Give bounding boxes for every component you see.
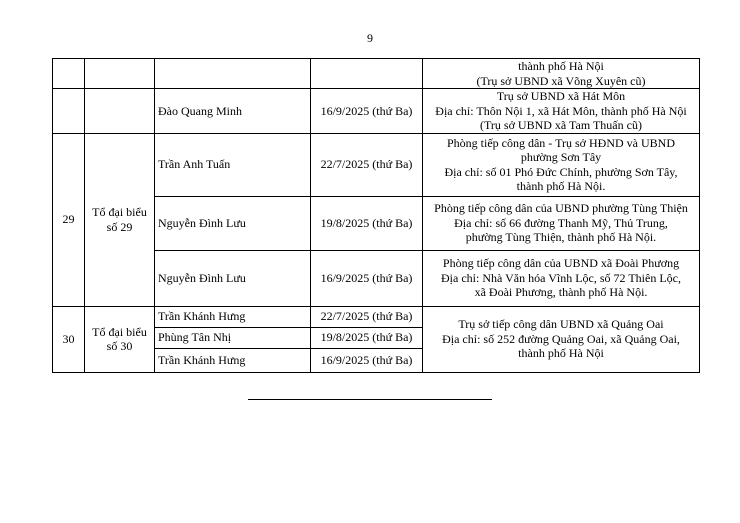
location-line: Phòng tiếp công dân - Trụ sở HĐND và UBND xyxy=(446,135,675,150)
group-cell xyxy=(85,306,155,372)
location-line: thành phố Hà Nội xyxy=(518,346,604,361)
group-label-line: số 30 xyxy=(106,339,133,353)
date-cell: 16/9/2025 (thứ Ba) xyxy=(311,250,423,306)
location-line: Trụ sở tiếp công dân UBND xã Quảng Oai xyxy=(458,317,664,332)
location-cell xyxy=(423,196,700,250)
stt-cell xyxy=(53,59,85,89)
delegate-name-cell: Nguyễn Đình Lưu xyxy=(155,250,311,306)
location-line: Địa chỉ: Nhà Văn hóa Vĩnh Lộc, số 72 Thiên Lộc, xyxy=(441,270,681,285)
location-line: thành phố Hà Nội. xyxy=(516,179,606,193)
delegate-name-cell: Đào Quang Minh xyxy=(155,89,311,134)
date-cell: 16/9/2025 (thứ Ba) xyxy=(311,348,423,372)
stt-cell: 30 xyxy=(53,306,85,372)
table-row xyxy=(53,133,700,196)
delegate-name-cell: Trần Khánh Hưng xyxy=(155,348,311,372)
location-line: Địa chỉ: số 66 đường Thanh Mỹ, Thủ Trung, xyxy=(454,215,668,230)
stt-cell xyxy=(53,89,85,134)
delegate-name-cell: Nguyễn Đình Lưu xyxy=(155,196,311,250)
group-cell xyxy=(85,89,155,134)
date-cell xyxy=(311,59,423,89)
location-line: Phòng tiếp công dân của UBND phường Tùng Thiện xyxy=(434,201,688,216)
footer-divider xyxy=(248,399,492,400)
delegate-name-cell: Phùng Tân Nhị xyxy=(155,327,311,348)
stt-cell: 29 xyxy=(53,133,85,306)
group-cell xyxy=(85,133,155,306)
date-cell: 16/9/2025 (thứ Ba) xyxy=(311,89,423,134)
location-line: Địa chỉ: số 01 Phó Đức Chính, phường Sơn Tây, xyxy=(444,164,678,179)
delegate-name-cell: Trần Khánh Hưng xyxy=(155,306,311,327)
group-label-line: Tổ đại biểu xyxy=(92,205,147,219)
group-cell xyxy=(85,59,155,89)
date-cell: 19/8/2025 (thứ Ba) xyxy=(311,327,423,348)
date-cell: 19/8/2025 (thứ Ba) xyxy=(311,196,423,250)
group-label-line: số 29 xyxy=(106,219,133,234)
table-row xyxy=(53,89,700,134)
location-cell xyxy=(423,250,700,306)
location-line: (Trụ sở UBND xã Võng Xuyên cũ) xyxy=(476,73,646,88)
location-line: Trụ sở UBND xã Hát Môn xyxy=(496,89,626,103)
location-line: phường Sơn Tây xyxy=(520,150,602,164)
location-line: thành phố Hà Nội xyxy=(518,59,604,73)
location-cell xyxy=(423,59,700,89)
delegate-name-cell: Trần Anh Tuấn xyxy=(155,133,311,196)
location-cell xyxy=(423,89,700,134)
table-row xyxy=(53,59,700,89)
location-line: Phòng tiếp công dân của UBND xã Đoài Phương xyxy=(442,256,680,271)
delegate-name-cell xyxy=(155,59,311,89)
date-cell: 22/7/2025 (thứ Ba) xyxy=(311,306,423,327)
reception-schedule-table xyxy=(52,58,700,373)
location-line: phường Tùng Thiện, thành phố Hà Nội. xyxy=(465,230,657,245)
location-line: Địa chỉ: Thôn Nội 1, xã Hát Môn, thành phố Hà Nội xyxy=(435,103,687,118)
table-row xyxy=(53,306,700,327)
location-cell xyxy=(423,133,700,196)
group-label-line: Tổ đại biểu xyxy=(92,324,147,339)
date-cell: 22/7/2025 (thứ Ba) xyxy=(311,133,423,196)
location-line: (Trụ sở UBND xã Tam Thuấn cũ) xyxy=(480,118,642,132)
page-number: 9 xyxy=(367,31,373,45)
location-line: xã Đoài Phương, thành phố Hà Nội. xyxy=(474,285,648,300)
location-line: Địa chỉ: số 252 đường Quảng Oai, xã Quảng Oai, xyxy=(442,331,680,346)
location-cell xyxy=(423,306,700,372)
